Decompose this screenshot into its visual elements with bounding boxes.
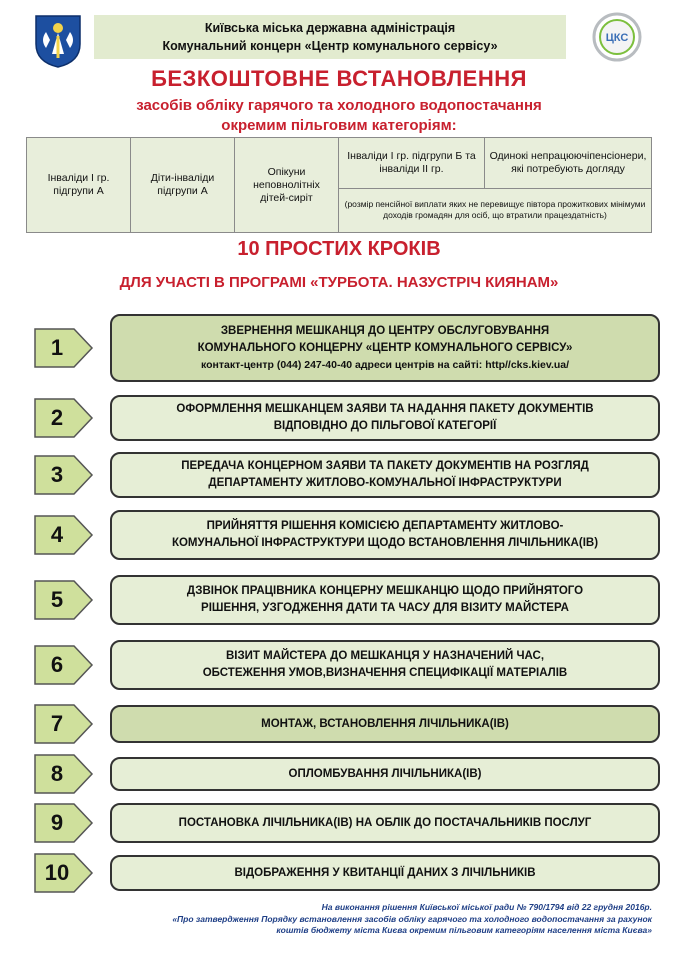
step-text: ДЗВІНОК ПРАЦІВНИКА КОНЦЕРНУ МЕШКАНЦЮ ЩОДО ПРИЙНЯТОГО bbox=[186, 585, 584, 597]
category-cell: Одинокі непрацюючіпенсіонери, які потребують догляду bbox=[485, 138, 652, 189]
step-number: 8 bbox=[50, 761, 64, 786]
step-text: РІШЕННЯ, УЗГОДЖЕННЯ ДАТИ ТА ЧАСУ ДЛЯ ВІЗИТУ МАЙСТЕРА bbox=[201, 602, 569, 614]
step-box bbox=[110, 855, 660, 891]
footer-line: На виконання рішення Київської міської ради № 790/1794 від 22 грудня 2016р. bbox=[321, 902, 652, 912]
step-number: 1 bbox=[50, 335, 64, 360]
footer-line: коштів бюджету міста Києва окремим пільговим категоріям населення міста Києва» bbox=[276, 925, 652, 935]
step-text: ЗВЕРНЕННЯ МЕШКАНЦЯ ДО ЦЕНТРУ ОБСЛУГОВУВАННЯ bbox=[220, 324, 550, 337]
step-box bbox=[110, 757, 660, 791]
cks-logo-icon bbox=[592, 12, 642, 62]
steps-title: 10 ПРОСТИХ КРОКІВ bbox=[237, 238, 441, 260]
step-text: КОМУНАЛЬНОЇ ІНФРАСТРУКТУРИ ЩОДО ВСТАНОВЛЕННЯ ЛІЧІЛЬНИКА(ІВ) bbox=[171, 537, 599, 549]
step-text: МОНТАЖ, ВСТАНОВЛЕННЯ ЛІЧІЛЬНИКА(ІВ) bbox=[261, 717, 509, 730]
step-box bbox=[110, 452, 660, 498]
beneficiary-categories-table bbox=[26, 137, 652, 233]
step-arrow bbox=[34, 515, 94, 555]
header-administration: Київська міська державна адміністрація bbox=[204, 21, 456, 35]
header-banner bbox=[94, 15, 566, 59]
step-contact-info: контакт-центр (044) 247-40-40 адреси центрів на сайті: http//cks.kiev.ua/ bbox=[200, 358, 570, 371]
step-arrow bbox=[34, 853, 94, 893]
kyiv-coat-of-arms-icon bbox=[34, 14, 82, 68]
steps-subtitle: ДЛЯ УЧАСТІ В ПРОГРАМІ «ТУРБОТА. НАЗУСТРІЧ КИЯНАМ» bbox=[119, 274, 559, 291]
step-number: 10 bbox=[44, 860, 70, 885]
step-text: ОПЛОМБУВАННЯ ЛІЧІЛЬНИКА(ІВ) bbox=[288, 767, 482, 780]
step-arrow bbox=[34, 398, 94, 438]
step-text: ПОСТАНОВКА ЛІЧІЛЬНИКА(ІВ) НА ОБЛІК ДО ПОСТАЧАЛЬНИКІВ ПОСЛУГ bbox=[178, 816, 592, 829]
step-arrow bbox=[34, 580, 94, 620]
category-cell: Діти-інваліди підгрупи А bbox=[131, 138, 235, 233]
step-number: 4 bbox=[50, 522, 64, 547]
step-arrow bbox=[34, 328, 94, 368]
category-cell: Опікуни неповнолітніх дітей-сиріт bbox=[235, 138, 339, 233]
cks-logo-text: ЦКС bbox=[605, 32, 629, 44]
step-number: 2 bbox=[50, 405, 64, 430]
step-text: ВІДПОВІДНО ДО ПІЛЬГОВОЇ КАТЕГОРІЇ bbox=[273, 420, 497, 432]
step-text: ВІЗИТ МАЙСТЕРА ДО МЕШКАНЦЯ У НАЗНАЧЕНИЙ ЧАС, bbox=[225, 650, 545, 662]
footer-note bbox=[30, 902, 652, 937]
step-number: 7 bbox=[50, 711, 64, 736]
step-number: 3 bbox=[50, 462, 64, 487]
step-number: 6 bbox=[50, 652, 64, 677]
page-subtitle-2: окремим пільговим категоріям: bbox=[221, 117, 457, 134]
step-text: ДЕПАРТАМЕНТУ ЖИТЛОВО-КОМУНАЛЬНОЇ ІНФРАСТРУКТУРИ bbox=[208, 477, 562, 489]
step-box bbox=[110, 640, 660, 690]
step-text: КОМУНАЛЬНОГО КОНЦЕРНУ «ЦЕНТР КОМУНАЛЬНОГО СЕРВІСУ» bbox=[197, 341, 573, 354]
step-text: ВІДОБРАЖЕННЯ У КВИТАНЦІЇ ДАНИХ З ЛІЧІЛЬНИКІВ bbox=[234, 866, 536, 879]
step-arrow bbox=[34, 455, 94, 495]
step-box bbox=[110, 705, 660, 743]
step-arrow bbox=[34, 754, 94, 794]
step-box bbox=[110, 575, 660, 625]
page-title: БЕЗКОШТОВНЕ ВСТАНОВЛЕННЯ bbox=[151, 66, 527, 91]
step-text: ОФОРМЛЕННЯ МЕШКАНЦЕМ ЗАЯВИ ТА НАДАННЯ ПАКЕТУ ДОКУМЕНТІВ bbox=[176, 403, 594, 415]
category-cell: Інваліди І гр. підгрупи А bbox=[27, 138, 131, 233]
step-arrow bbox=[34, 645, 94, 685]
step-number: 5 bbox=[50, 587, 64, 612]
page-subtitle-1: засобів обліку гарячого та холодного водопостачання bbox=[136, 97, 542, 114]
step-arrow bbox=[34, 704, 94, 744]
step-box bbox=[110, 803, 660, 843]
step-number: 9 bbox=[50, 810, 64, 835]
step-box bbox=[110, 395, 660, 441]
step-box bbox=[110, 314, 660, 382]
footer-line: «Про затвердження Порядку встановлення засобів обліку гарячого та холодного водопостачання за рахунок bbox=[172, 913, 652, 924]
step-text: ПЕРЕДАЧА КОНЦЕРНОМ ЗАЯВИ ТА ПАКЕТУ ДОКУМЕНТІВ НА РОЗГЛЯД bbox=[181, 460, 589, 472]
header-concern: Комунальний концерн «Центр комунального сервісу» bbox=[162, 39, 498, 53]
step-text: ОБСТЕЖЕННЯ УМОВ,ВИЗНАЧЕННЯ СПЕЦИФІКАЦІЇ МАТЕРІАЛІВ bbox=[202, 667, 568, 679]
category-cell: Інваліди І гр. підгрупи Б та інваліди ІІ гр. bbox=[339, 138, 485, 189]
category-note: (розмір пенсійної виплати яких не перевищує півтора прожиткових мінімуми доходів громадян для осіб, що втратили працездатність) bbox=[339, 188, 652, 232]
step-arrow bbox=[34, 803, 94, 843]
step-box bbox=[110, 510, 660, 560]
step-text: ПРИЙНЯТТЯ РІШЕННЯ КОМІСІЄЮ ДЕПАРТАМЕНТУ ЖИТЛОВО- bbox=[206, 520, 564, 532]
